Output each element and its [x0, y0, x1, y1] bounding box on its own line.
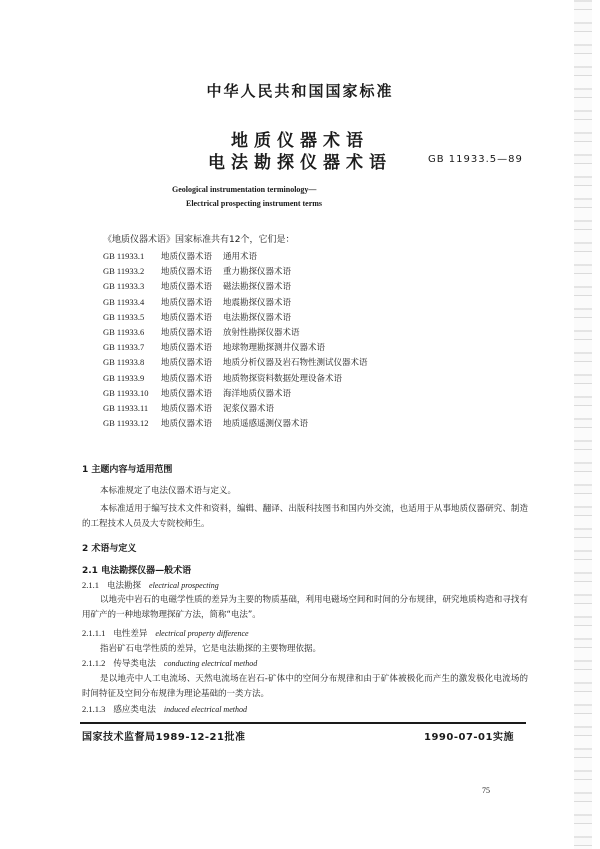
approval-statement: 国家技术监督局1989-12-21批准: [82, 732, 246, 743]
term-en: electrical prospecting: [149, 581, 219, 590]
part-name: 通用术语: [223, 252, 258, 262]
term-zh: 电性差异: [113, 629, 148, 639]
part-code: GB 11933.8: [103, 357, 145, 368]
term-number: 2.1.1.3: [82, 704, 106, 714]
part-name: 地球物理勘探测井仪器术语: [223, 343, 326, 354]
term-2-1-1-2: [82, 657, 257, 669]
term-2-1-1-3: [82, 703, 247, 715]
list-item: [103, 311, 368, 326]
part-series: 地质仪器术语: [161, 252, 213, 262]
title-line-2: 电法勘探仪器术语: [208, 153, 392, 173]
term-en: electrical property difference: [155, 629, 249, 638]
list-item: [103, 326, 368, 341]
page-number: 75: [482, 786, 490, 795]
part-code: GB 11933.12: [103, 418, 149, 429]
part-code: GB 11933.4: [103, 296, 145, 307]
part-code: GB 11933.2: [103, 266, 145, 277]
english-title-line-2: Electrical prospecting instrument terms: [186, 199, 323, 208]
part-code: GB 11933.7: [103, 342, 145, 353]
list-item: [103, 265, 368, 280]
part-series: 地质仪器术语: [161, 403, 213, 414]
standard-label: 中华人民共和国国家标准: [206, 82, 394, 100]
part-series: 地质仪器术语: [161, 343, 213, 354]
term-number: 2.1.1: [82, 580, 99, 590]
term-zh: 传导类电法: [113, 659, 156, 669]
part-series: 地质仪器术语: [161, 297, 213, 308]
section-1-para-1: 本标准规定了电法仪器术语与定义。: [100, 486, 237, 496]
english-title-line-1: Geological instrumentation terminology—: [172, 185, 317, 194]
part-name: 重力勘探仪器术语: [223, 267, 292, 278]
part-code: GB 11933.9: [103, 372, 145, 383]
list-item: [103, 280, 368, 295]
part-series: 地质仪器术语: [161, 282, 213, 293]
part-series: 地质仪器术语: [161, 388, 213, 399]
list-item: [103, 296, 368, 311]
title-line-1: 地质仪器术语: [231, 131, 369, 151]
term-en: induced electrical method: [163, 705, 247, 714]
definition-2-1-1: 以地壳中岩石的电磁学性质的差异为主要的物质基础，利用电磁场空间和时间的分布规律，研究地质构造和寻找有用矿产的一种地球物理探矿方法，简称“电法”。: [82, 595, 528, 620]
term-zh: 感应类电法: [113, 705, 156, 715]
part-name: 磁法勘探仪器术语: [223, 282, 292, 293]
part-code: GB 11933.3: [103, 281, 145, 292]
intro-text: 《地质仪器术语》国家标准共有12个，它们是：: [103, 235, 295, 245]
definition-2-1-1-1: 指岩矿石电学性质的差异，它是电法勘探的主要物理依据。: [100, 644, 322, 654]
part-name: 地质物探资料数据处理设备术语: [223, 373, 343, 384]
part-name: 地震勘探仪器术语: [223, 297, 292, 308]
list-item: [103, 356, 368, 371]
term-zh: 电法勘探: [107, 581, 142, 591]
part-series: 地质仪器术语: [161, 327, 213, 338]
part-name: 海洋地质仪器术语: [223, 388, 292, 399]
part-name: 放射性勘探仪器术语: [223, 327, 300, 338]
term-2-1-1: [82, 579, 219, 591]
part-name: 泥浆仪器术语: [223, 403, 275, 414]
part-series: 地质仪器术语: [161, 419, 213, 430]
term-en: conducting electrical method: [163, 659, 258, 668]
part-code: GB 11933.6: [103, 326, 145, 337]
part-code: GB 11933.1: [103, 251, 145, 261]
term-number: 2.1.1.2: [82, 658, 106, 668]
definition-2-1-1-2: 是以地壳中人工电流场、天然电流场在岩石-矿体中的空间分布规律和由于矿体被极化而产生的激发极化电流场的时间特征及空间分布规律为理论基础的一类方法。: [82, 674, 528, 699]
implementation-date: 1990-07-01实施: [424, 732, 514, 743]
section-1-heading: 1 主题内容与适用范围: [82, 465, 173, 475]
term-number: 2.1.1.1: [82, 628, 106, 638]
parts-list: [103, 250, 368, 432]
part-series: 地质仪器术语: [161, 267, 213, 278]
part-series: 地质仪器术语: [161, 373, 213, 384]
part-code: GB 11933.11: [103, 402, 149, 413]
part-code: GB 11933.10: [103, 387, 149, 398]
section-1-para-2: 本标准适用于编写技术文件和资料，编辑、翻译、出版科技图书和国内外交流，也适用于从事地质仪器研究、制造的工程技术人员及大专院校师生。: [82, 504, 528, 529]
part-series: 地质仪器术语: [161, 312, 213, 323]
list-item: [103, 341, 368, 356]
part-series: 地质仪器术语: [161, 358, 213, 369]
term-2-1-1-1: [82, 627, 249, 639]
part-name: 地质分析仪器及岩石物性测试仪器术语: [223, 358, 368, 369]
list-item: [103, 372, 368, 387]
footer-divider: [80, 722, 526, 724]
list-item: [103, 250, 368, 265]
part-name: 电法勘探仪器术语: [223, 312, 292, 323]
list-item: [103, 387, 368, 402]
standard-number: GB 11933.5—89: [428, 154, 523, 165]
part-code: GB 11933.5: [103, 311, 145, 322]
part-name: 地质遥感遥测仪器术语: [223, 419, 309, 430]
list-item: [103, 402, 368, 417]
section-2-heading: 2 术语与定义: [82, 544, 137, 554]
section-2-1-heading: 2.1 电法勘探仪器—般术语: [82, 566, 192, 576]
list-item: [103, 417, 368, 432]
